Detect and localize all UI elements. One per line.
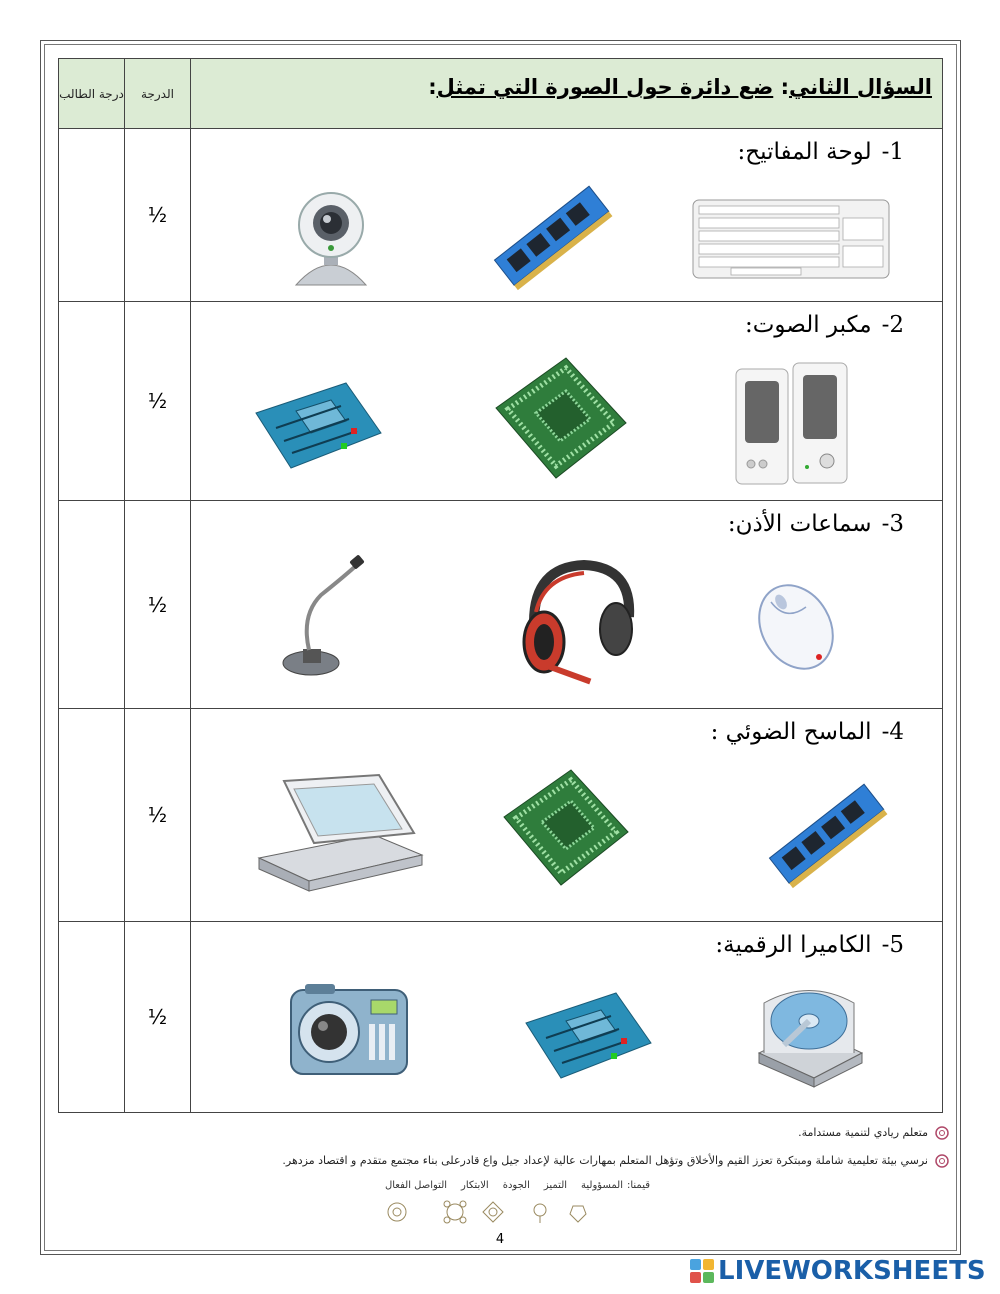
header-row bbox=[59, 59, 943, 129]
question-text: الكاميرا الرقمية: bbox=[715, 932, 872, 958]
page-number: 4 bbox=[495, 1232, 505, 1247]
values-row bbox=[360, 1180, 650, 1191]
headphones-icon[interactable] bbox=[511, 547, 641, 697]
question-text: الماسح الضوئي : bbox=[710, 719, 872, 745]
target-icon bbox=[934, 1153, 950, 1169]
quality-icon bbox=[483, 1202, 503, 1222]
speakers-icon[interactable] bbox=[726, 358, 856, 488]
question-number: 3- bbox=[881, 511, 904, 537]
footer-mission bbox=[60, 1153, 950, 1169]
question-label: السؤال الثاني bbox=[788, 75, 932, 99]
question-number: 5- bbox=[881, 932, 904, 958]
value-item: الابتكار bbox=[461, 1180, 489, 1191]
ram-stick-icon[interactable] bbox=[761, 775, 891, 890]
grade-header: الدرجة bbox=[125, 59, 191, 129]
liveworksheets-brand[interactable] bbox=[690, 1256, 986, 1286]
value-item: التميز bbox=[543, 1180, 568, 1191]
value-item: الجودة bbox=[502, 1180, 530, 1191]
value-item: المسؤولية bbox=[581, 1180, 623, 1191]
question-title bbox=[191, 59, 943, 129]
ram-stick-icon[interactable] bbox=[486, 175, 616, 295]
question-colon-end: : bbox=[428, 75, 437, 99]
grade-cell: ½ bbox=[125, 709, 191, 922]
question-row-3 bbox=[59, 501, 943, 709]
grade-cell: ½ bbox=[125, 129, 191, 302]
cpu-chip-icon[interactable] bbox=[486, 348, 636, 488]
question-text: سماعات الأذن: bbox=[727, 511, 872, 537]
mission-text: نرسي بيئة تعليمية شاملة ومبتكرة تعزز القيم والأخلاق وتؤهل المتعلم بمهارات عالية لإعداد جيل واع قادرعلى بناء مجتمع متقدم و اقتصاد مزدهر. bbox=[282, 1154, 928, 1167]
keyboard-icon[interactable] bbox=[691, 195, 891, 285]
motherboard-icon[interactable] bbox=[246, 368, 386, 478]
question-content-3 bbox=[191, 501, 943, 709]
question-content-5 bbox=[191, 922, 943, 1113]
question-heading bbox=[191, 302, 942, 348]
webcam-icon[interactable] bbox=[271, 185, 391, 295]
mouse-icon[interactable] bbox=[746, 572, 846, 682]
question-row-4 bbox=[59, 709, 943, 922]
question-text: مكبر الصوت: bbox=[744, 312, 872, 338]
question-heading bbox=[191, 922, 942, 968]
target-icon bbox=[934, 1125, 950, 1141]
grade-cell: ½ bbox=[125, 501, 191, 709]
vision-text: متعلم ريادي لتنمية مستدامة. bbox=[798, 1126, 928, 1139]
value-icons bbox=[380, 1198, 600, 1226]
footer-vision bbox=[60, 1125, 950, 1141]
camera-icon[interactable] bbox=[286, 980, 411, 1080]
question-content-2 bbox=[191, 302, 943, 501]
question-instruction: ضع دائرة حول الصورة التي تمثل bbox=[436, 75, 774, 99]
question-heading bbox=[191, 129, 942, 175]
microphone-icon[interactable] bbox=[266, 552, 376, 682]
question-content-1 bbox=[191, 129, 943, 302]
liveworksheets-logo-icon bbox=[690, 1259, 714, 1283]
communication-icon bbox=[388, 1203, 406, 1221]
student-grade-cell[interactable] bbox=[59, 501, 125, 709]
values-label: قيمنا: bbox=[626, 1180, 650, 1191]
student-grade-cell[interactable] bbox=[59, 302, 125, 501]
question-heading bbox=[191, 501, 942, 547]
question-row-1 bbox=[59, 129, 943, 302]
question-row-5 bbox=[59, 922, 943, 1113]
question-number: 2- bbox=[881, 312, 904, 338]
innovation-icon bbox=[444, 1201, 466, 1223]
brand-name: LIVEWORKSHEETS bbox=[718, 1256, 986, 1286]
excellence-icon bbox=[534, 1204, 546, 1223]
question-colon: : bbox=[780, 75, 789, 99]
motherboard-icon[interactable] bbox=[516, 978, 656, 1088]
question-number: 4- bbox=[881, 719, 904, 745]
hard-disk-icon[interactable] bbox=[751, 978, 866, 1093]
question-row-2 bbox=[59, 302, 943, 501]
responsibility-icon bbox=[570, 1206, 586, 1222]
grade-cell: ½ bbox=[125, 922, 191, 1113]
question-number: 1- bbox=[881, 139, 904, 165]
scanner-icon[interactable] bbox=[251, 770, 426, 895]
student-grade-header: درجة الطالب bbox=[59, 59, 125, 129]
cpu-chip-icon[interactable] bbox=[496, 760, 636, 895]
grade-cell: ½ bbox=[125, 302, 191, 501]
student-grade-cell[interactable] bbox=[59, 922, 125, 1113]
student-grade-cell[interactable] bbox=[59, 129, 125, 302]
question-content-4 bbox=[191, 709, 943, 922]
student-grade-cell[interactable] bbox=[59, 709, 125, 922]
question-text: لوحة المفاتيح: bbox=[737, 139, 872, 165]
question-heading bbox=[191, 709, 942, 755]
worksheet-table bbox=[58, 58, 943, 1113]
value-item: التواصل الفعال bbox=[384, 1180, 448, 1191]
